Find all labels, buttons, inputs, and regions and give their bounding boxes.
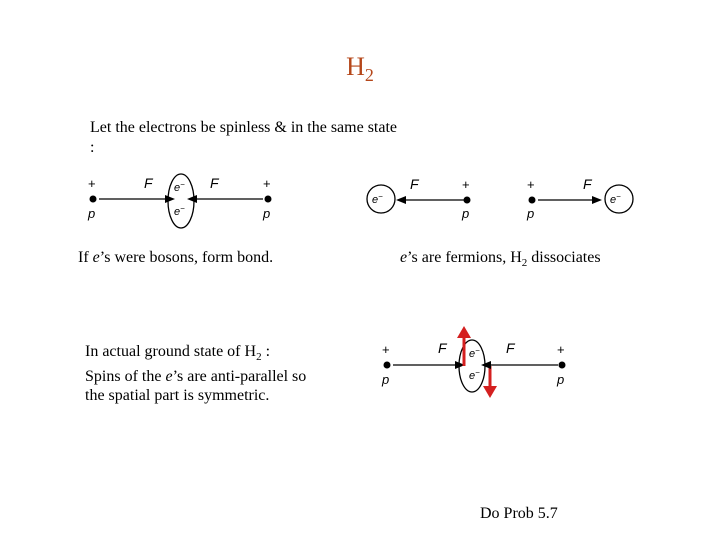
proton-left xyxy=(90,196,97,203)
force-label-a: F xyxy=(410,176,419,192)
proton-a-charge: + xyxy=(462,177,470,192)
force-arrowhead-left xyxy=(165,195,175,203)
proton-left xyxy=(384,362,391,369)
fermion-dissociate-diagram xyxy=(360,172,650,228)
force-label-right: F xyxy=(506,340,515,356)
boson-bond-diagram xyxy=(80,170,290,232)
electron-1-label: e− xyxy=(469,346,480,360)
proton-left-charge: + xyxy=(382,342,390,357)
electron-2-label: e− xyxy=(469,368,480,382)
proton-a xyxy=(464,197,471,204)
proton-a-label: p xyxy=(462,206,470,221)
proton-left-label: p xyxy=(382,372,390,387)
problem-reference: Do Prob 5.7 xyxy=(480,505,558,522)
slide-title: $H_2$ xyxy=(346,52,374,86)
force-arrowhead-right xyxy=(187,195,197,203)
spin-down-arrowhead xyxy=(483,386,497,398)
electron-2-label: e− xyxy=(174,204,185,218)
proton-right-charge: + xyxy=(557,342,565,357)
force-arrowhead-b xyxy=(592,196,602,204)
proton-right-charge: + xyxy=(263,176,271,191)
proton-right xyxy=(265,196,272,203)
proton-right xyxy=(559,362,566,369)
intro-text: Let the electrons be spinless & in the same state : xyxy=(90,119,398,156)
force-arrowhead-a xyxy=(396,196,406,204)
proton-b-charge: + xyxy=(527,177,535,192)
proton-right-label: p xyxy=(557,372,565,387)
electron-1-label: e− xyxy=(174,180,185,194)
proton-left-label: p xyxy=(88,206,96,221)
proton-left-charge: + xyxy=(88,176,96,191)
force-arrowhead-right xyxy=(481,361,491,369)
force-label-b: F xyxy=(583,176,592,192)
boson-caption: If e’s were bosons, form bond. xyxy=(78,249,274,266)
electron-left-label: e− xyxy=(372,192,383,206)
ground-state-diagram xyxy=(375,322,585,404)
electron-right-label: e− xyxy=(610,192,621,206)
fermion-caption: e’s are fermions, $H_2$ dissociates xyxy=(400,249,601,270)
proton-b-label: p xyxy=(527,206,535,221)
force-label-left: F xyxy=(438,340,447,356)
force-label-left: F xyxy=(144,175,153,191)
spin-up-arrowhead xyxy=(457,326,471,338)
proton-b xyxy=(529,197,536,204)
proton-right-label: p xyxy=(263,206,271,221)
ground-state-text: In actual ground state of $H_2$ : Spins of the e’s are anti-parallel so the spatial part is symmetric. xyxy=(85,343,307,405)
force-label-right: F xyxy=(210,175,219,191)
